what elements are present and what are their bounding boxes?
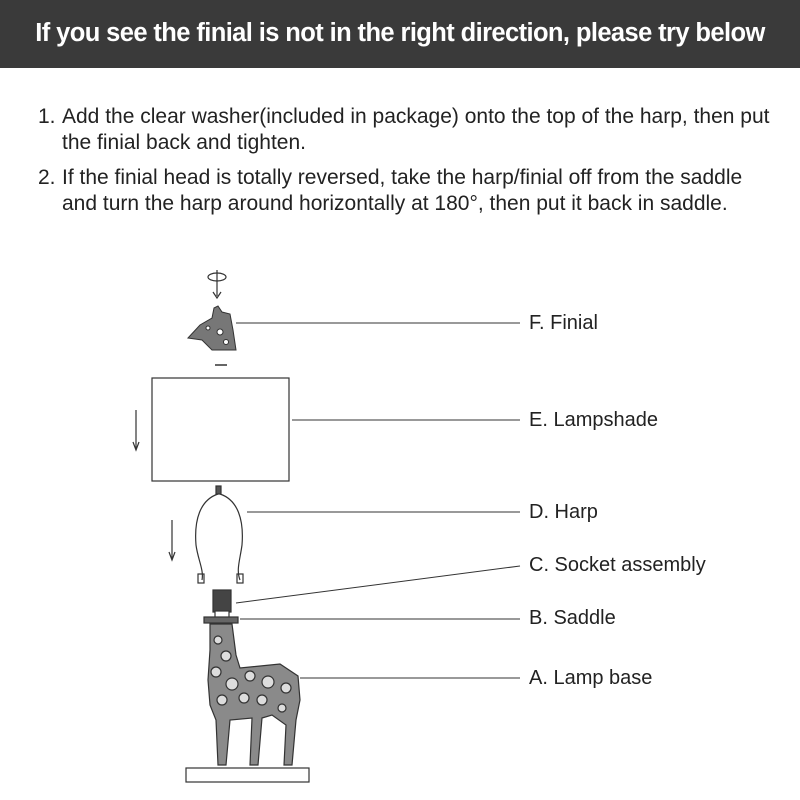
label-finial: F. Finial	[529, 312, 598, 334]
label-lamp-base: A. Lamp base	[529, 667, 653, 689]
down-arrow-icon	[133, 410, 139, 450]
lamp-base-shape	[186, 624, 309, 782]
step-number: 2.	[38, 166, 56, 189]
socket-shape	[213, 590, 231, 619]
harp-shape	[196, 486, 243, 583]
step-text: If the finial head is totally reversed, take the harp/finial off from the saddle and turn the harp around horizontally at 180°, then put it back in saddle.	[62, 166, 743, 215]
label-harp: D. Harp	[529, 501, 598, 523]
lampshade-shape	[152, 378, 289, 481]
step-text: Add the clear washer(included in package) onto the top of the harp, then put the finial back and tighten.	[62, 105, 770, 154]
label-lampshade: E. Lampshade	[529, 409, 658, 431]
finial-icon	[188, 306, 236, 350]
rotate-icon	[208, 270, 226, 298]
down-arrow-icon	[169, 520, 175, 560]
leader-lines	[236, 323, 520, 678]
step-number: 1.	[38, 105, 56, 128]
label-socket-assembly: C. Socket assembly	[529, 554, 706, 576]
banner-title: If you see the finial is not in the right direction, please try below	[35, 19, 765, 47]
saddle-shape	[204, 617, 238, 623]
label-saddle: B. Saddle	[529, 607, 616, 629]
